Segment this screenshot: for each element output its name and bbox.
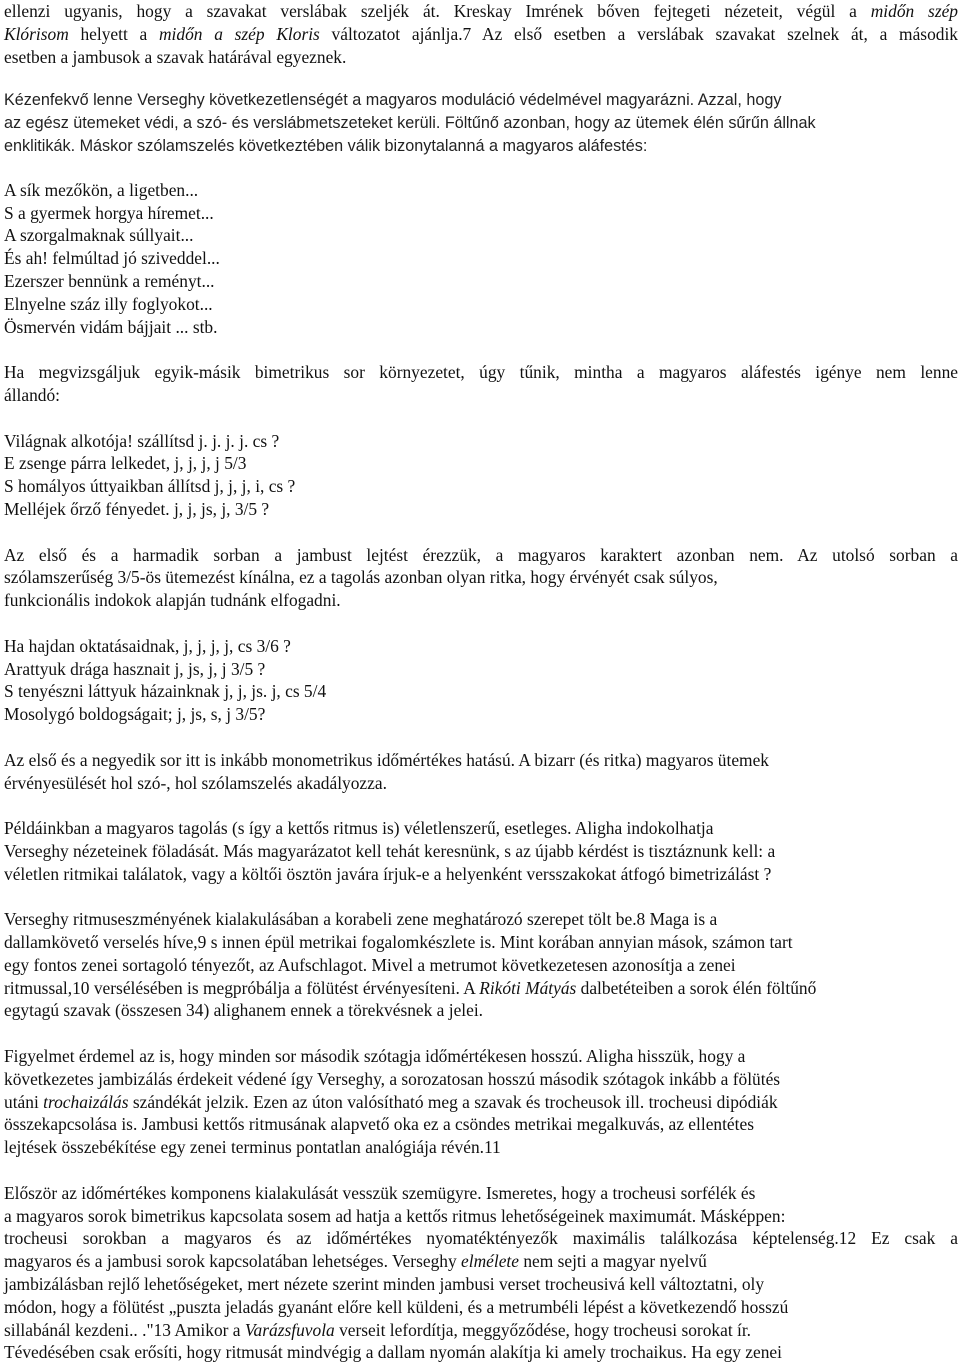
verse-line: Melléjek őrző fényedet. j, j, js, j, 3/5 ? (4, 498, 270, 519)
text-line: az egész ütemeket védi, a szó- és verslábmetszeteket kerüli. Föltűnő azonban, hogy az ütemek élén sűrűn állnak (4, 114, 816, 133)
document-page (4, 0, 958, 1364)
text-line: jambizálásban rejlő lehetőségeket, mert nézete szerint minden jambusi verset trocheusivá kell változtatni, oly (4, 1274, 765, 1295)
verse-line: Arattyuk drága hasznait j, js, j, j 3/5 ? (4, 658, 266, 679)
text-line: funkcionális indokok alapján tudnánk elfogadni. (4, 590, 341, 611)
text-line: módon, hogy a fölütést „puszta jeladás gyanánt előre kell küldeni, és a metrumbéli lépést a következendő hosszú (4, 1296, 789, 1317)
verse-line: Ösmervén vidám bájjait ... stb. (4, 316, 218, 337)
text-line: trocheusi sorokban a magyaros és az időmértékes nyomatéktényezők maximális találkozása képtelenség.12 Ez csak a (4, 1228, 958, 1249)
text-line: ritmussal,10 versélésében is megpróbálja a fölütést érvényesíteni. A Rikóti Mátyás dalbetéteiben a sorok élén föltűnő (4, 977, 817, 998)
text-line: lejtések összebékítése egy zenei terminus pontatlan analógiája révén.11 (4, 1137, 501, 1158)
text-line: utáni trochaizálás szándékát jelzik. Ezen az úton valósítható meg a szavak és trocheusok ill. trocheusi dipódiák (4, 1091, 778, 1112)
text-line: szólamszerűség 3/5-ös ütemezést kínálna, ez a tagolás azonban olyan ritka, hogy érvényét csak súlyos, (4, 567, 718, 588)
text-line: Kézenfekvő lenne Verseghy következetlenségét a magyaros moduláció védelmével magyarázni. Azzal, hogy (4, 91, 782, 110)
text-line: ellenzi ugyanis, hogy a szavakat verslábak szeljék át. Kreskay Imrének bőven fejtegeti nézeteit, végül a midőn szép (4, 1, 959, 21)
italic-emphasis: midőn szép (870, 1, 959, 21)
text-line: egy fontos zenei sortagoló tényezőt, az Aufschlagot. Mivel a metrumot következetesen azonosítja a zenei (4, 954, 736, 975)
text-line: Verseghy nézeteinek föladását. Más magyarázatot kell tehát keresnünk, s az újabb kérdést is tisztáznunk kell: a (4, 840, 776, 861)
verse-line: S tenyészni láttyuk házainknak j, j, js. j, cs 5/4 (4, 681, 327, 702)
text-line: a magyaros sorok bimetrikus kapcsolata sosem ad hatja a kettős ritmus lehetőségeinek maximumát. Másképpen: (4, 1205, 786, 1226)
verse-line: S a gyermek horgya híremet... (4, 202, 214, 223)
text-line: állandó: (4, 384, 61, 405)
verse-line: És ah! felmúltad jó sziveddel... (4, 248, 220, 269)
text-line: Először az időmértékes komponens kialakulását vesszük szemügyre. Ismeretes, hogy a trocheusi sorfélék és (4, 1182, 756, 1203)
text-line: enklitikák. Máskor szólamszelés következtében válik bizonytalanná a magyaros aláfestés: (4, 136, 648, 155)
text-line: Az első és a negyedik sor itt is inkább monometrikus időmértékes hatású. A bizarr (és ritka) magyaros ütemek (4, 749, 769, 770)
italic-emphasis: trochaizálás (43, 1091, 129, 1112)
text-line: Tévedésében csak erősíti, hogy ritmusát mindvégig a dallam nyomán alakítja ki amely trochaikus. Ha egy zenei (4, 1342, 782, 1363)
verse-line: Világnak alkotója! szállítsd j. j. j. j. cs ? (4, 430, 280, 451)
text-line: Ha megvizsgáljuk egyik-másik bimetrikus sor környezetet, úgy tűnik, mintha a magyaros aláfestés igénye nem lenne (4, 362, 958, 383)
text-line: dallamkövető verselés híve,9 s innen épül metrikai fogalomkészlete is. Mint korában annyian mások, számon tart (4, 932, 793, 953)
italic-emphasis: Varázsfuvola (244, 1319, 335, 1340)
verse-line: Elnyelne száz illy foglyokot... (4, 293, 213, 314)
italic-emphasis: midőn a szép Kloris (159, 23, 320, 44)
italic-emphasis: elmélete (461, 1251, 519, 1272)
verse-line: A szorgalmaknak súllyait... (4, 225, 194, 246)
verse-line: Ezerszer bennünk a reményt... (4, 270, 215, 291)
verse-line: S homályos úttyaikban állítsd j, j, j, i, cs ? (4, 476, 296, 497)
text-line: sillabánál kezdeni.. ."13 Amikor a Varázsfuvola verseit lefordítja, meggyőződése, hogy trocheusi sorokat ír. (4, 1319, 752, 1340)
italic-emphasis: Klórisom (4, 23, 69, 44)
text-line: következetes jambizálás érdekeit védené így Verseghy, a sorozatosan hosszú második szótagok inkább a fölütés (4, 1068, 781, 1089)
verse-line: Mosolygó boldogságait; j, js, s, j 3/5? (4, 704, 266, 725)
text-line: egytagú szavak (összesen 34) alighanem ennek a törekvésnek a jelei. (4, 1000, 484, 1021)
text-line: esetben a jambusok a szavak határával egyeznek. (4, 46, 347, 67)
text-line: Az első és a harmadik sorban a jambust lejtést érezzük, a magyaros karaktert azonban nem. Az utolsó sorban a (4, 544, 958, 565)
verse-line: A sík mezőkön, a ligetben... (4, 179, 199, 200)
text-line: összekapcsolása is. Jambusi kettős ritmusának alapvető oka ez a csöndes metrikai megalkuvás, az ellentétes (4, 1114, 754, 1135)
italic-emphasis: Rikóti Mátyás (479, 977, 577, 998)
text-line: Figyelmet érdemel az is, hogy minden sor második szótagja időmértékesen hosszú. Aligha hisszük, hogy a (4, 1046, 746, 1067)
text-line: magyaros és a jambusi sorok kapcsolatában lehetséges. Verseghy elmélete nem sejti a magyar nyelvű (4, 1251, 707, 1272)
text-line: Példáinkban a magyaros tagolás (s így a kettős ritmus is) véletlenszerű, esetleges. Aligha indokolhatja (4, 818, 714, 839)
verse-line: Ha hajdan oktatásaidnak, j, j, j, j, cs 3/6 ? (4, 635, 291, 656)
text-line: Klórisom helyett a midőn a szép Kloris változatot ajánlja.7 Az első esetben a verslábak szavakat szelnek át, a második (4, 23, 958, 44)
verse-line: E zsenge párra lelkedet, j, j, j, j 5/3 (4, 453, 247, 474)
text-line: érvényesülését hol szó-, hol szólamszelés akadályozza. (4, 772, 387, 793)
text-line: véletlen ritmikai találatok, vagy a költői ösztön javára írjuk-e a helyenként versszakokat átfogó bimetrizálást ? (4, 863, 772, 884)
text-line: Verseghy ritmuseszményének kialakulásában a korabeli zene meghatározó szerepet tölt be.8 Maga is a (4, 909, 718, 930)
